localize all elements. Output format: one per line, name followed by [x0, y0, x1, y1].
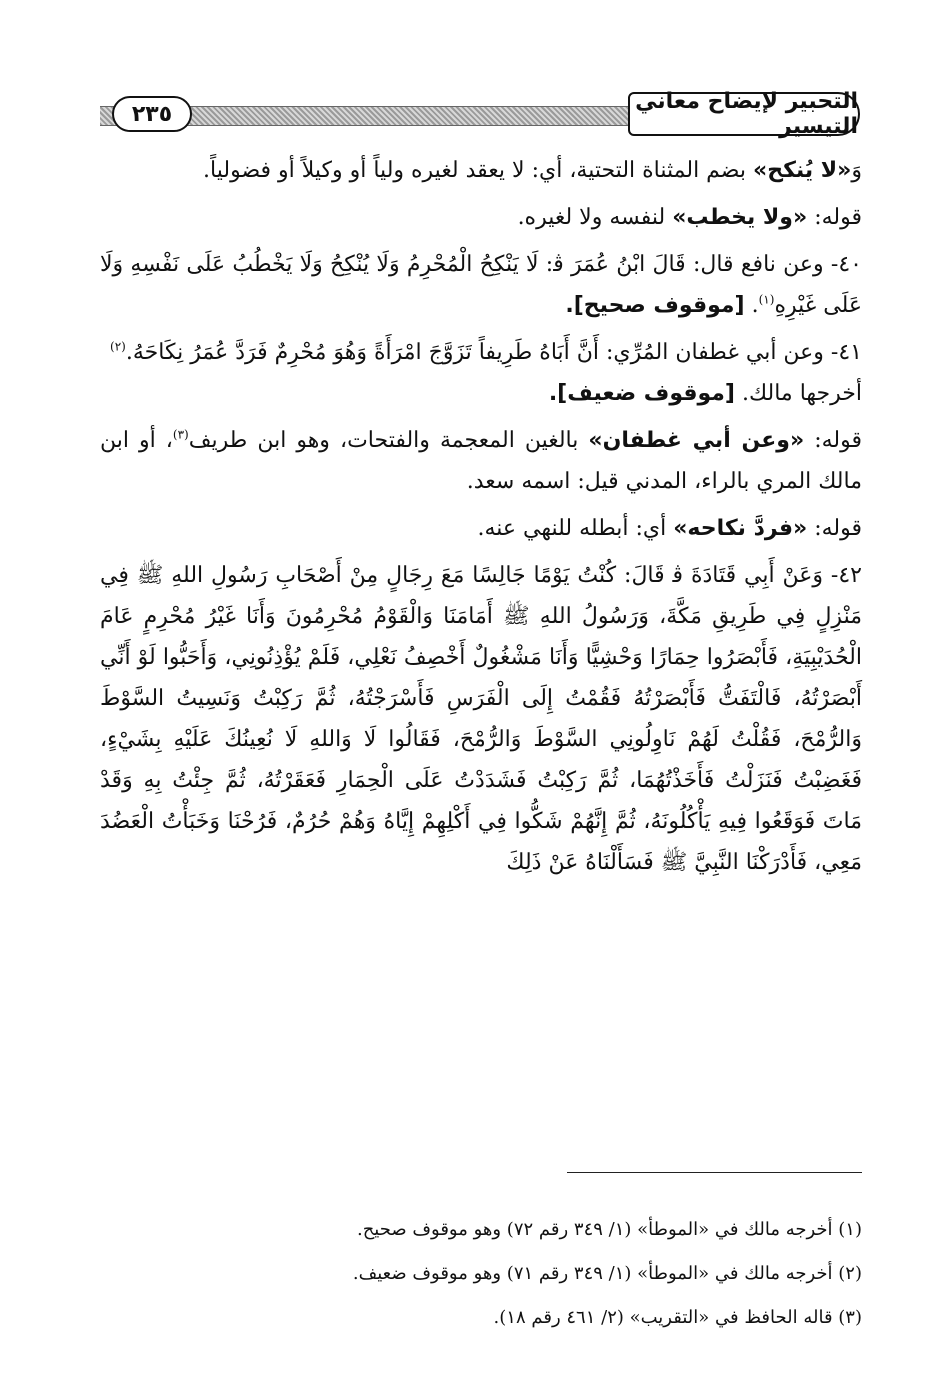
grading: [موقوف صحيح]. [565, 293, 745, 318]
paragraph [100, 197, 862, 238]
bold-term: «لا يُنكح» [753, 158, 852, 183]
hadith-41 [100, 332, 862, 373]
text-span: أي: أبطله للنهي عنه. [477, 516, 674, 541]
paragraph [100, 420, 862, 502]
footnote: (١) أخرجه مالك في «الموطأ» (١/ ٣٤٩ رقم ٧٢) وهو موقوف صحيح. [356, 1219, 862, 1240]
main-text [100, 150, 862, 883]
bold-term: «وعن أبي غطفان» [588, 428, 805, 453]
footnote-separator [567, 1172, 862, 1173]
paragraph [100, 373, 862, 414]
bold-term: «فردَّ نكاحه» [673, 516, 808, 541]
text-span: قوله: [804, 428, 862, 453]
book-title: التحبير لإيضاح معاني التيسير [628, 92, 860, 136]
paragraph [100, 150, 862, 191]
footnote: (٣) قاله الحافظ في «التقريب» (٢/ ٤٦١ رقم ١٨). [493, 1307, 862, 1328]
text-span: بالغين المعجمة والفتحات، وهو ابن طريف [188, 428, 589, 453]
page-number: ٢٣٥ [112, 96, 192, 132]
text-span: بضم المثناة التحتية، أي: لا يعقد لغيره ولياً أو وكيلاً أو فضولياً. [203, 158, 754, 183]
footnote-ref: (٣) [172, 427, 189, 442]
hadith-40 [100, 244, 862, 326]
text-span: قوله: [807, 205, 862, 230]
running-header [100, 89, 860, 139]
text-span: قوله: [807, 516, 862, 541]
hadith-text: ٤١- وعن أبي غطفان المُرِّي: أَنَّ أَبَاهُ طَرِيفاً تَزَوَّجَ امْرَأَةً وَهُوَ مُحْرِمٌ فَرَدَّ عُمَرُ نِكَاحَهُ. [125, 340, 862, 365]
text-span: وَ [851, 158, 862, 183]
text-span: أخرجها مالك. [734, 381, 862, 406]
footnote-ref: (١) [758, 292, 775, 307]
text-span: لنفسه ولا لغيره. [517, 205, 673, 230]
hadith-42: ٤٢- وَعَنْ أَبِي قَتَادَةَ ﭬ قَالَ: كُنْتُ يَوْمًا جَالِسًا مَعَ رِجَالٍ مِنْ أَصْحَابِ رَسُولِ اللهِ ﷺ فِي مَنْزِلٍ فِي طَرِيقِ مَكَّةَ، وَرَسُولُ اللهِ ﷺ أَمَامَنَا وَالْقَوْمُ مُحْرِمُونَ وَأَنَا غَيْرُ مُحْرِمٍ عَامَ الْحُدَيْبِيَةِ، فَأَبْصَرُوا حِمَارًا وَحْشِيًّا وَأَنَا مَشْغُولٌ أَخْصِفُ نَعْلِي، فَلَمْ يُؤْذِنُونِي، وَأَحَبُّوا لَوْ أَنِّي أَبْصَرْتُهُ، فَالْتَفَتُّ فَأَبْصَرْتُهُ فَقُمْتُ إِلَى الْفَرَسِ فَأَسْرَجْتُهُ، ثُمَّ رَكِبْتُ وَنَسِيتُ السَّوْطَ وَالرُّمْحَ، فَقُلْتُ لَهُمْ نَاوِلُونِي السَّوْطَ وَالرُّمْحَ، فَقَالُوا لَا وَاللهِ لَا نُعِينُكَ عَلَيْهِ بِشَيْءٍ، فَغَضِبْتُ فَنَزَلْتُ فَأَخَذْتُهُمَا، ثُمَّ رَكِبْتُ فَشَدَدْتُ عَلَى الْحِمَارِ فَعَقَرْتُهُ، ثُمَّ جِئْتُ بِهِ وَقَدْ مَاتَ فَوَقَعُوا فِيهِ يَأْكُلُونَهُ، ثُمَّ إِنَّهُمْ شَكُّوا فِي أَكْلِهِمْ إِيَّاهُ وَهُمْ حُرُمٌ، فَرُحْنَا وَخَبَأْتُ الْعَضُدَ مَعِي، فَأَدْرَكْنَا النَّبِيَّ ﷺ فَسَأَلْنَاهُ عَنْ ذَلِكَ [100, 563, 862, 875]
footnotes [100, 1208, 862, 1340]
footnote: (٢) أخرجه مالك في «الموطأ» (١/ ٣٤٩ رقم ٧١) وهو موقوف ضعيف. [352, 1263, 862, 1284]
bold-term: «ولا يخطب» [672, 205, 808, 230]
text-span: ، أو ابن مالك المري بالراء، المدني قيل: اسمه سعد. [100, 428, 862, 494]
paragraph [100, 508, 862, 549]
text-span: . [744, 293, 759, 318]
grading: [موقوف ضعيف]. [548, 381, 735, 406]
footnote-ref: (٢) [110, 339, 126, 354]
hadith-text: ٤٠- وعن نافع قال: قَالَ ابْنُ عُمَرَ ﭬ: لَا يَنْكِحُ الْمُحْرِمُ وَلَا يُنْكِحُ وَلَا يَخْطُبُ عَلَى نَفْسِهِ وَلَا عَلَى غَيْرِهِ [100, 252, 862, 318]
